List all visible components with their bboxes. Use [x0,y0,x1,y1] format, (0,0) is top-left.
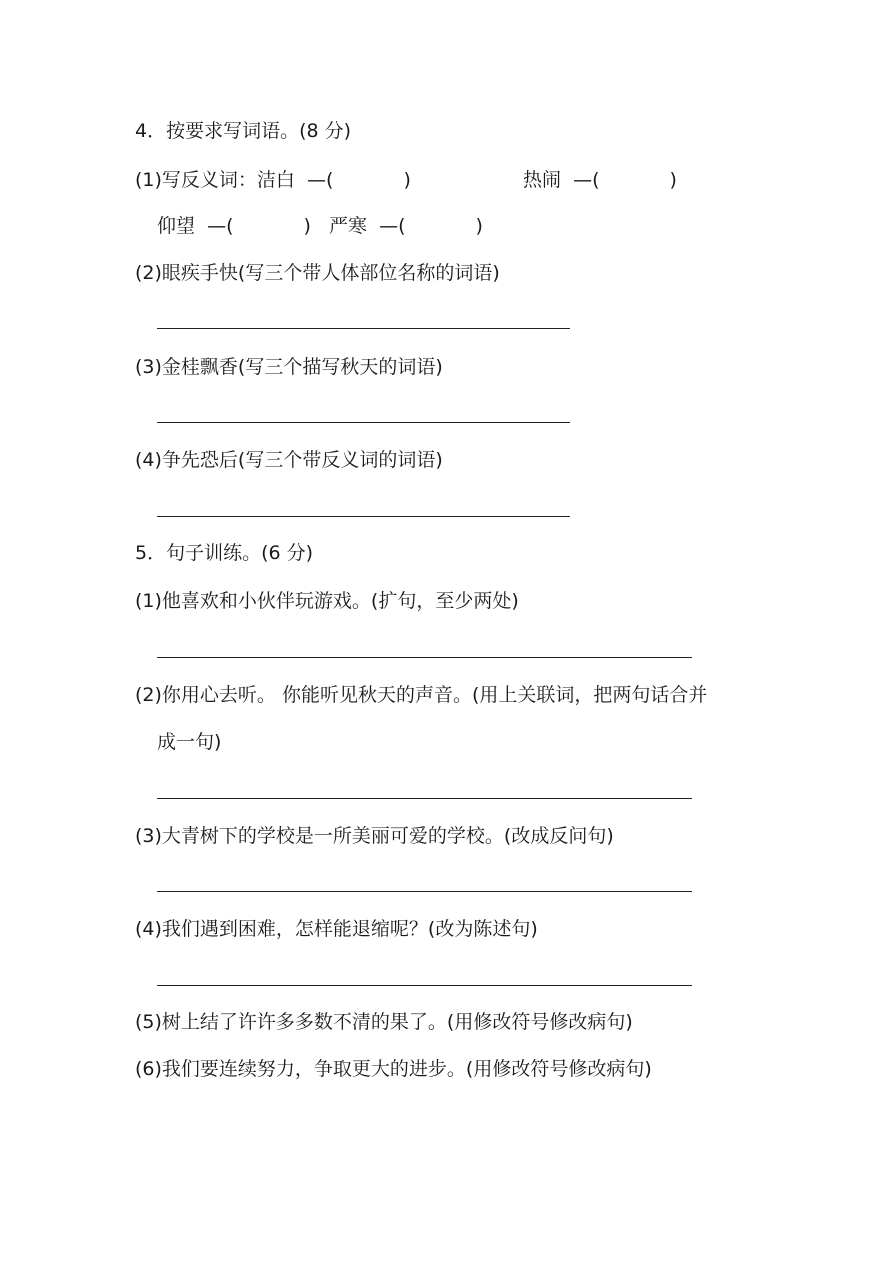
antonym-label: (1)写反义词： [135,169,257,191]
antonym-dash: —( [307,169,334,191]
question-5-2-line-1: (2)你用心去听。 你能听见秋天的声音。(用上关联词，把两句话合并 [135,684,708,706]
question-4-2: (2)眼疾手快(写三个带人体部位名称的词语) [135,262,500,284]
question-5-6: (6)我们要连续努力，争取更大的进步。(用修改符号修改病句) [135,1058,652,1080]
antonym-close: ) [669,169,677,191]
answer-line[interactable] [157,516,570,517]
question-5-3: (3)大青树下的学校是一所美丽可爱的学校。(改成反问句) [135,825,614,847]
question-5-5: (5)树上结了许许多多数不清的果了。(用修改符号修改病句) [135,1011,633,1033]
antonym-word: 热闹 [523,169,562,191]
antonym-dash: —( [573,169,600,191]
antonym-close: ) [403,169,411,191]
answer-line[interactable] [157,985,692,986]
antonym-word: 严寒 [329,215,368,237]
answer-line[interactable] [157,422,570,423]
answer-line[interactable] [157,798,692,799]
antonym-close: ) [303,215,311,237]
antonym-word: 仰望 [157,215,196,237]
question-5-1: (1)他喜欢和小伙伴玩游戏。(扩句，至少两处) [135,590,519,612]
antonym-close: ) [475,215,483,237]
question-4-4: (4)争先恐后(写三个带反义词的词语) [135,449,443,471]
question-4-3: (3)金桂飘香(写三个描写秋天的词语) [135,356,443,378]
question-5-title: 5．句子训练。(6 分) [135,542,314,564]
antonym-item-2 [523,167,677,193]
antonym-dash: —( [207,215,234,237]
antonym-item-3 [157,213,311,239]
antonym-item-4 [329,213,483,239]
antonym-word: 洁白 [256,169,295,191]
question-4-title: 4．按要求写词语。(8 分) [135,120,352,142]
answer-line[interactable] [157,891,692,892]
answer-line[interactable] [157,328,570,329]
question-5-4: (4)我们遇到困难，怎样能退缩呢？(改为陈述句) [135,918,538,940]
question-5-2-line-2: 成一句) [157,731,222,753]
answer-line[interactable] [157,657,692,658]
antonym-dash: —( [379,215,406,237]
antonym-row-1 [135,167,411,193]
